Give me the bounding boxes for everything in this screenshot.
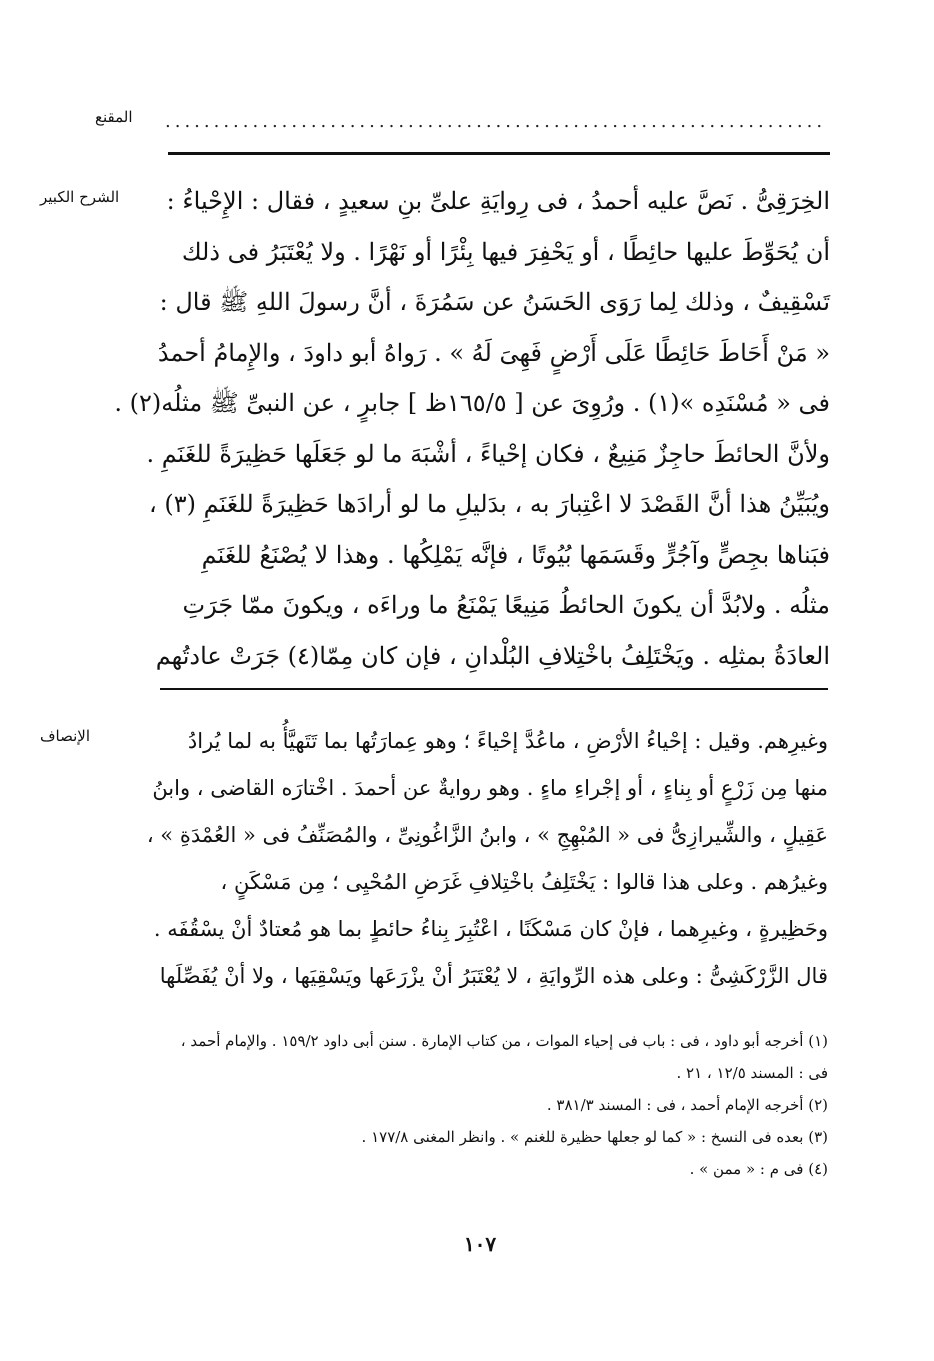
footnote-line: (٣) بعده فى النسخ : « كما لو جعلها حظيرة للغنم » . وانظر المغنى ١٧٧/٨ . (361, 1128, 828, 1146)
text-line: وغيرُهم . وعلى هذا قالوا : يَخْتَلِفُ باخْتِلافِ غَرَضِ المُحْيِى ؛ مِن مَسْكَنٍ ، (220, 870, 828, 894)
header-title: المقنع (95, 108, 133, 126)
page-number: ١٠٧ (463, 1232, 497, 1256)
text-line: قال الزَّرْكَشِىُّ : وعلى هذه الرِّوايَةِ ، لا يُعْتَبَرُ أنْ يزْرَعَها ويَسْقِيَها ، ولا أنْ يُفَصِّلَها (159, 964, 828, 988)
sharh-text (114, 176, 830, 681)
text-line: فبَناها بجِصٍّ وآجُرٍّ وقَسَمَها بُيُوتًا ، فإنَّه يَمْلِكُها . وهذا لا يُصْنَعُ للغَنَمِ (201, 540, 830, 569)
text-line: الخِرَقِىُّ . نَصَّ عليه أحمدُ ، فى رِوايَةِ علىِّ بنِ سعيدٍ ، فقال : الإِحْياءُ : (166, 187, 830, 215)
section-divider (160, 688, 828, 690)
text-line: وغيرِهم. وقيل : إحْياءُ الأرْضِ ، ماعُدَّ إحْياءً ؛ وهو عِمارَتُها بما تَتَهيَّأُ به لما يُرادُ (187, 729, 828, 753)
footnote-line: فى : المسند ١٢/٥ ، ٢١ . (676, 1064, 828, 1082)
insaf-text (146, 718, 828, 1000)
footnotes (160, 1025, 828, 1185)
sharh-section-label: الشرح الكبير (40, 188, 120, 206)
text-line: عَقِيلٍ ، والشِّيرازِىُّ فى « المُبْهِجِ » ، وابنُ الزَّاغُونِىِّ ، والمُصَنِّفُ فى « العُمْدَةِ » ، (146, 823, 828, 847)
text-line: وحَظِيرةٍ ، وغيرِهما ، فإنْ كان مَسْكَنًا ، اعْتُبِرَ بِناءُ حائطٍ بما هو مُعتادٌ أنْ يسْقُفَه . (153, 917, 828, 941)
insaf-section-label: الإنصاف (40, 727, 91, 745)
header-rule (168, 152, 830, 155)
text-line: فى « مُسْنَدِه »(١) . ورُوِىَ عن [ ١٦٥/٥ظ ] جابرٍ ، عن النبىِّ ﷺ مثلُه(٢) . (114, 389, 830, 417)
text-line: « مَنْ أَحَاطَ حَائِطًا عَلَى أَرْضٍ فَهِىَ لَهُ » . رَواهُ أبو داودَ ، والإِمامُ أحمدُ (157, 338, 830, 367)
text-line: تَسْقِيفٌ ، وذلك لِما رَوَى الحَسَنُ عن سَمُرَةَ ، أنَّ رسولَ اللهِ ﷺ قال : (159, 288, 830, 316)
footnote-line: (٢) أخرجه الإمام أحمد ، فى : المسند ٣٨١/٣ . (546, 1096, 828, 1114)
text-line: ويُبَيِّنُ هذا أنَّ القَصْدَ لا اعْتِبارَ به ، بدَليلِ ما لو أرادَها حَظِيرَةً للغَنَمِ (٣) ، (148, 490, 830, 518)
text-line: ولأنَّ الحائطَ حاجِزٌ مَنِيعٌ ، فكان إحْياءً ، أشْبَهَ ما لو جَعَلَها حَظِيرَةً للغَنَمِ . (146, 439, 830, 468)
text-line: منها مِن زَرْعٍ أو بِناءٍ ، أو إجْراءِ ماءٍ . وهو روايةٌ عن أحمدَ . اخْتارَه القاضى ، وابنُ (152, 776, 828, 800)
footnote-line: (٤) فى م : « ممن » . (689, 1160, 828, 1178)
text-line: مثلُه . ولابُدَّ أن يكونَ الحائطُ مَنِيعًا يَمْنَعُ ما وراءَه ، ويكونَ ممّا جَرَتِ (182, 591, 830, 619)
footnote-line: (١) أخرجه أبو داود ، فى : باب فى إحياء الموات ، من كتاب الإمارة . سنن أبى داود ١٥٩/٢ . والإمام أحمد ، (180, 1032, 828, 1050)
header-dotted-leader: .................................................................... (165, 111, 827, 132)
text-line: العادَةُ بمثلِه . ويَخْتَلِفُ باخْتِلافِ البُلْدانِ ، فإن كان مِمّا(٤) جَرَتْ عادتُهم (155, 641, 830, 670)
text-line: أن يُحَوِّطَ عليها حائِطًا ، أو يَحْفِرَ فيها بِئْرًا أو نَهْرًا . ولا يُعْتَبَرُ فى ذلك (181, 237, 830, 266)
